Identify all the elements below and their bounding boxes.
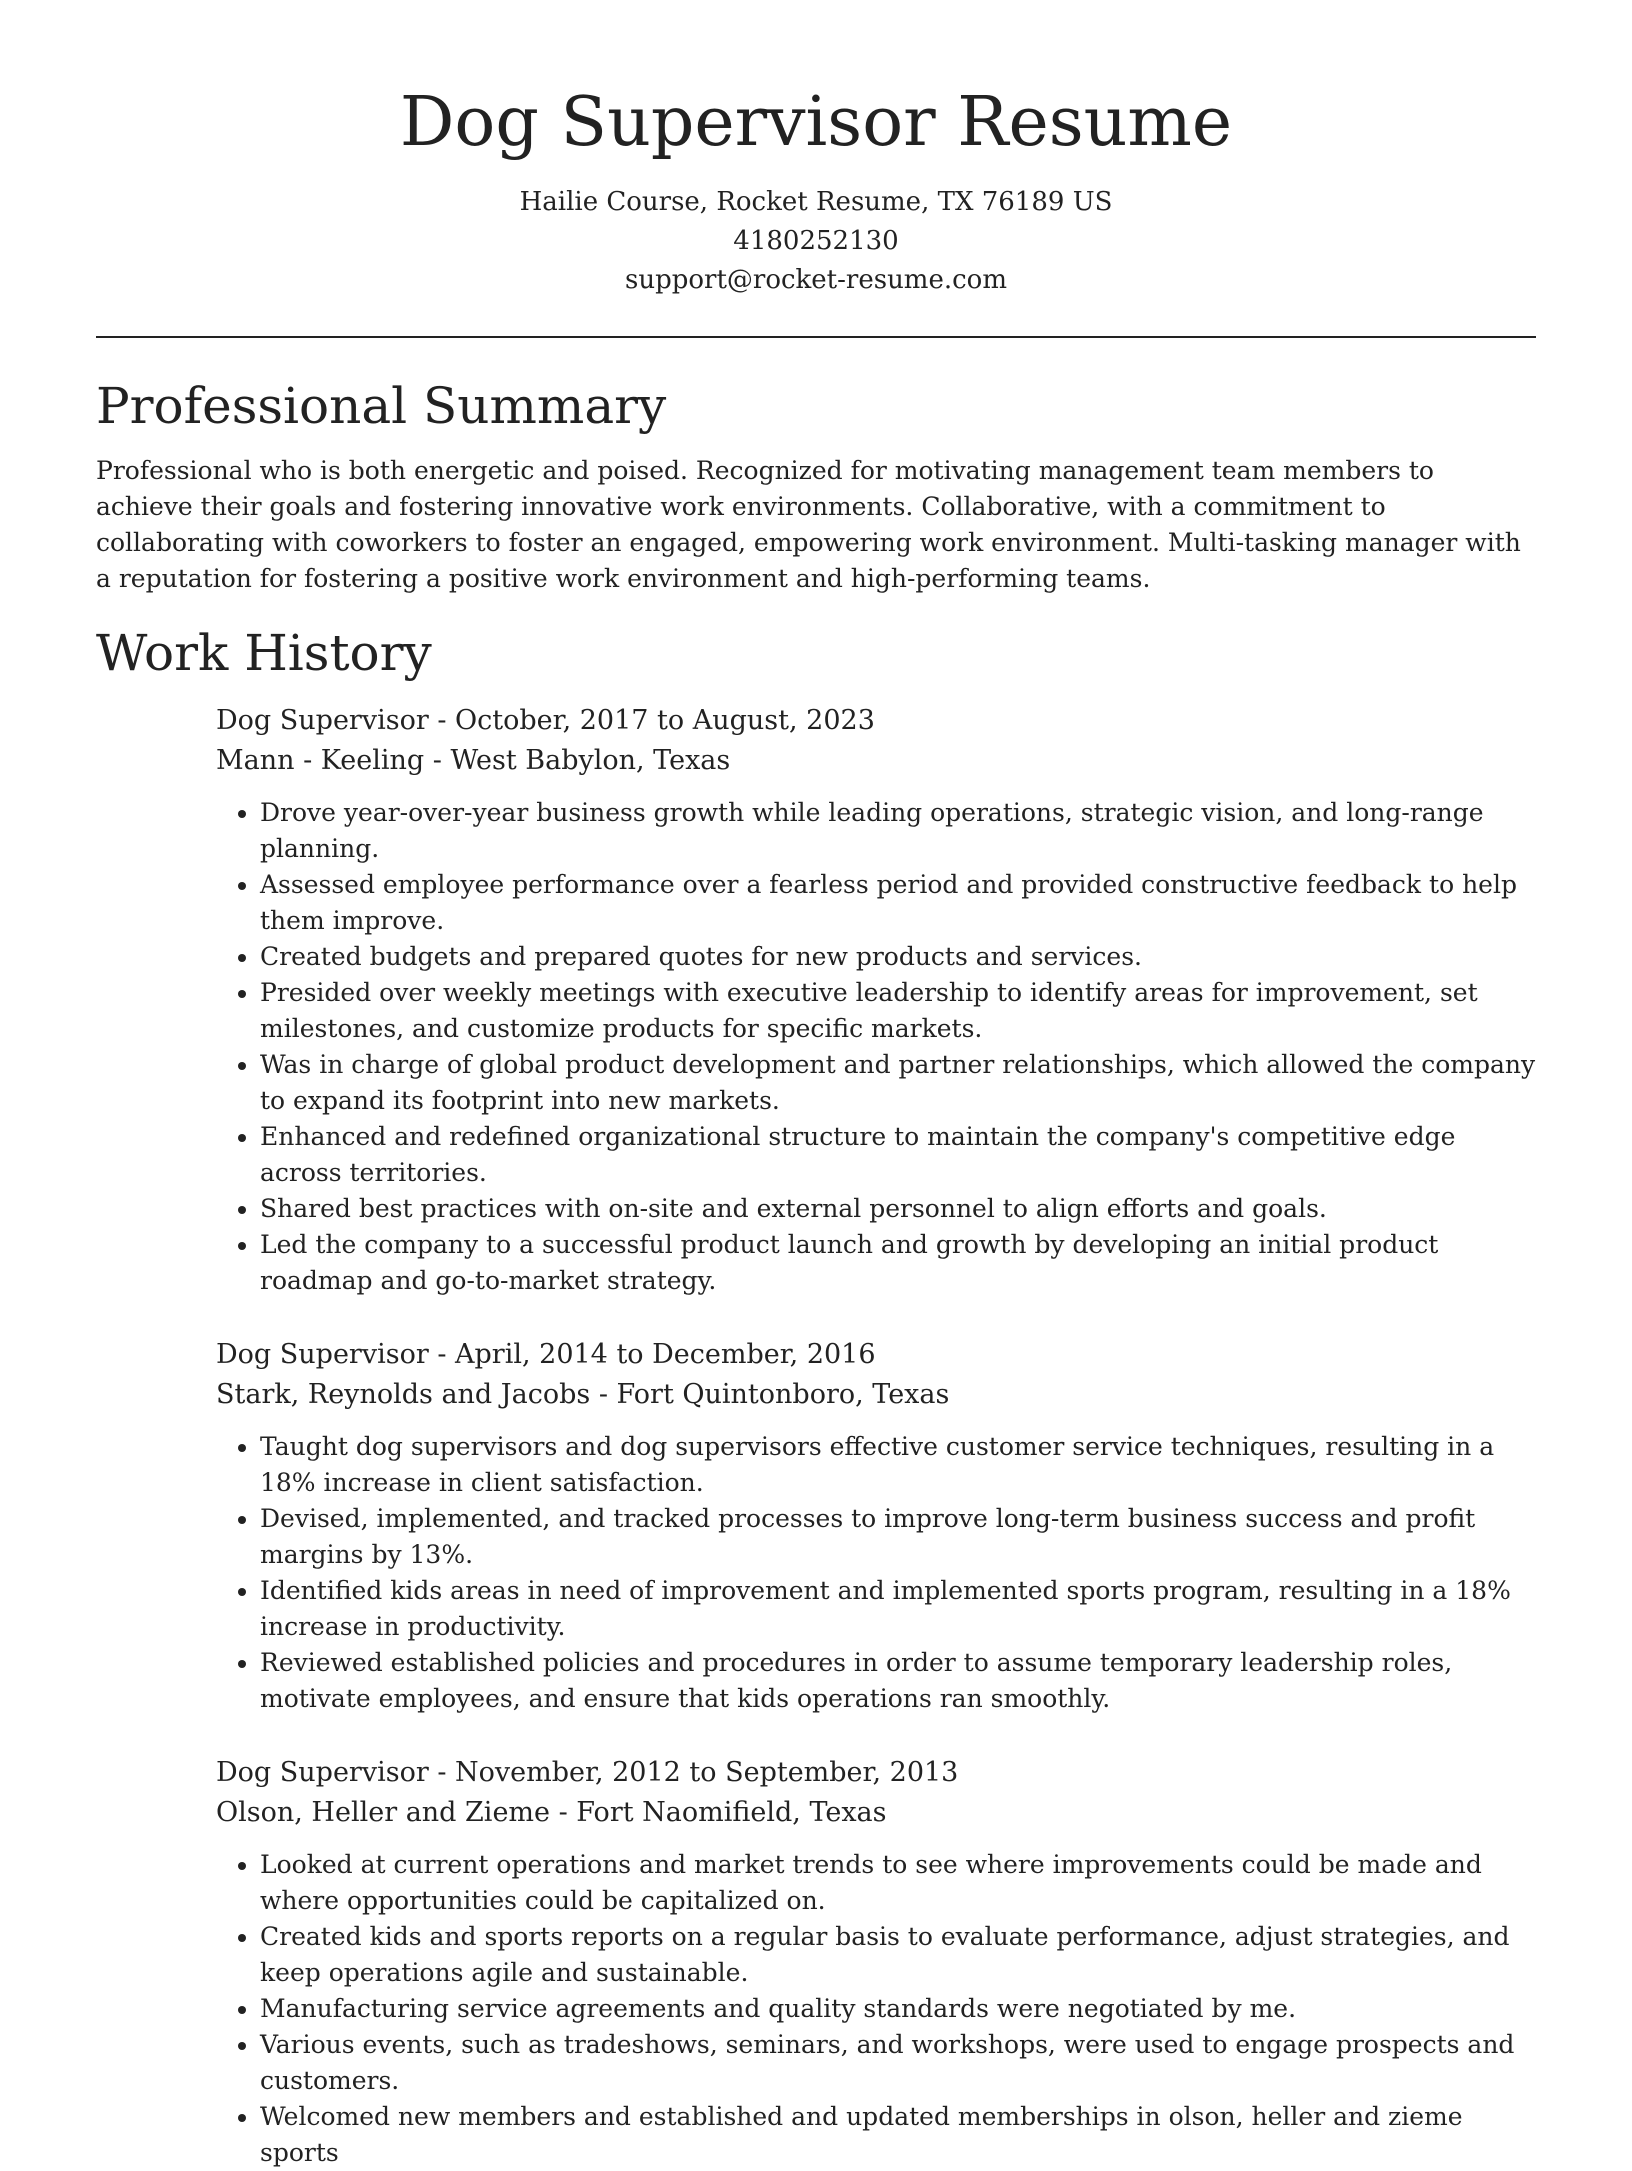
contact-address: Hailie Course, Rocket Resume, TX 76189 US	[519, 186, 1113, 217]
list-item: • Created kids and sports reports on a regular basis to evaluate performance, adjust strategies, and keep operations agile and sustainable.	[260, 1919, 1536, 1991]
summary-text: Professional who is both energetic and poised. Recognized for motivating management team members to achieve their goals and fostering innovative work environments. Collaborative, with a commitment to collaborating with coworkers to foster an engaged, empowering work environment. Multi-tasking manager with a reputation for fostering a positive work environment and high-performing teams.	[96, 456, 1521, 594]
list-item: • Presided over weekly meetings with executive leadership to identify areas for improvement, set milestones, and customize products for specific markets.	[260, 975, 1536, 1047]
job-title: Dog Supervisor	[216, 1756, 429, 1788]
job-entry-3	[216, 1753, 1536, 2171]
job-entry-1	[216, 701, 1536, 1299]
list-item: • Led the company to a successful product launch and growth by developing an initial product roadmap and go-to-market strategy.	[260, 1227, 1536, 1299]
job-dates: - November, 2012 to September, 2013	[428, 1756, 959, 1788]
job-company: Stark, Reynolds and Jacobs	[216, 1378, 591, 1410]
job-bullets	[216, 1847, 1536, 2171]
contact-email: support@rocket-resume.com	[624, 264, 1007, 295]
list-item: • Shared best practices with on-site and external personnel to align efforts and goals.	[260, 1191, 1536, 1227]
job-dates: - October, 2017 to August, 2023	[428, 704, 875, 736]
work-history-section	[96, 625, 1536, 2171]
job-company-line	[216, 1375, 1536, 1415]
job-title-line	[216, 701, 1536, 741]
section-heading-summary: Professional Summary	[96, 376, 667, 435]
job-title: Dog Supervisor	[216, 1338, 429, 1370]
job-bullets	[216, 1429, 1536, 1717]
professional-summary-section	[96, 378, 1536, 598]
job-location: - Fort Quintonboro, Texas	[590, 1378, 950, 1410]
list-item: • Enhanced and redefined organizational structure to maintain the company's competitive edge across territories.	[260, 1119, 1536, 1191]
job-entry-2	[216, 1335, 1536, 1717]
job-location: - West Babylon, Texas	[424, 744, 731, 776]
list-item: • Was in charge of global product development and partner relationships, which allowed the company to expand its footprint into new markets.	[260, 1047, 1536, 1119]
job-title-line	[216, 1753, 1536, 1793]
list-item: • Assessed employee performance over a fearless period and provided constructive feedback to help them improve.	[260, 867, 1536, 939]
job-location: - Fort Naomifield, Texas	[550, 1796, 887, 1828]
list-item: • Identified kids areas in need of improvement and implemented sports program, resulting in a 18% increase in productivity.	[260, 1573, 1536, 1645]
list-item: • Various events, such as tradeshows, seminars, and workshops, were used to engage prospects and customers.	[260, 2027, 1536, 2099]
job-title: Dog Supervisor	[216, 704, 429, 736]
header-divider	[96, 336, 1536, 338]
list-item: • Welcomed new members and established and updated memberships in olson, heller and zieme sports	[260, 2099, 1536, 2171]
job-company-line	[216, 1793, 1536, 1833]
job-title-line	[216, 1335, 1536, 1375]
job-bullets	[216, 795, 1536, 1299]
page-title: Dog Supervisor Resume	[399, 83, 1233, 162]
list-item: • Drove year-over-year business growth while leading operations, strategic vision, and long-range planning.	[260, 795, 1536, 867]
job-company: Olson, Heller and Zieme	[216, 1796, 551, 1828]
list-item: • Devised, implemented, and tracked processes to improve long-term business success and profit margins by 13%.	[260, 1501, 1536, 1573]
resume-header	[96, 0, 1536, 300]
contact-phone: 4180252130	[733, 225, 899, 256]
job-company: Mann - Keeling	[216, 744, 425, 776]
list-item: • Manufacturing service agreements and quality standards were negotiated by me.	[260, 1991, 1536, 2027]
job-company-line	[216, 741, 1536, 781]
list-item: • Looked at current operations and market trends to see where improvements could be made and where opportunities could be capitalized on.	[260, 1847, 1536, 1919]
section-heading-work-history: Work History	[96, 624, 432, 683]
list-item: • Created budgets and prepared quotes for new products and services.	[260, 939, 1536, 975]
job-dates: - April, 2014 to December, 2016	[428, 1338, 876, 1370]
list-item: • Reviewed established policies and procedures in order to assume temporary leadership roles, motivate employees, and ensure that kids operations ran smoothly.	[260, 1645, 1536, 1717]
list-item: • Taught dog supervisors and dog supervisors effective customer service techniques, resulting in a 18% increase in client satisfaction.	[260, 1429, 1536, 1501]
